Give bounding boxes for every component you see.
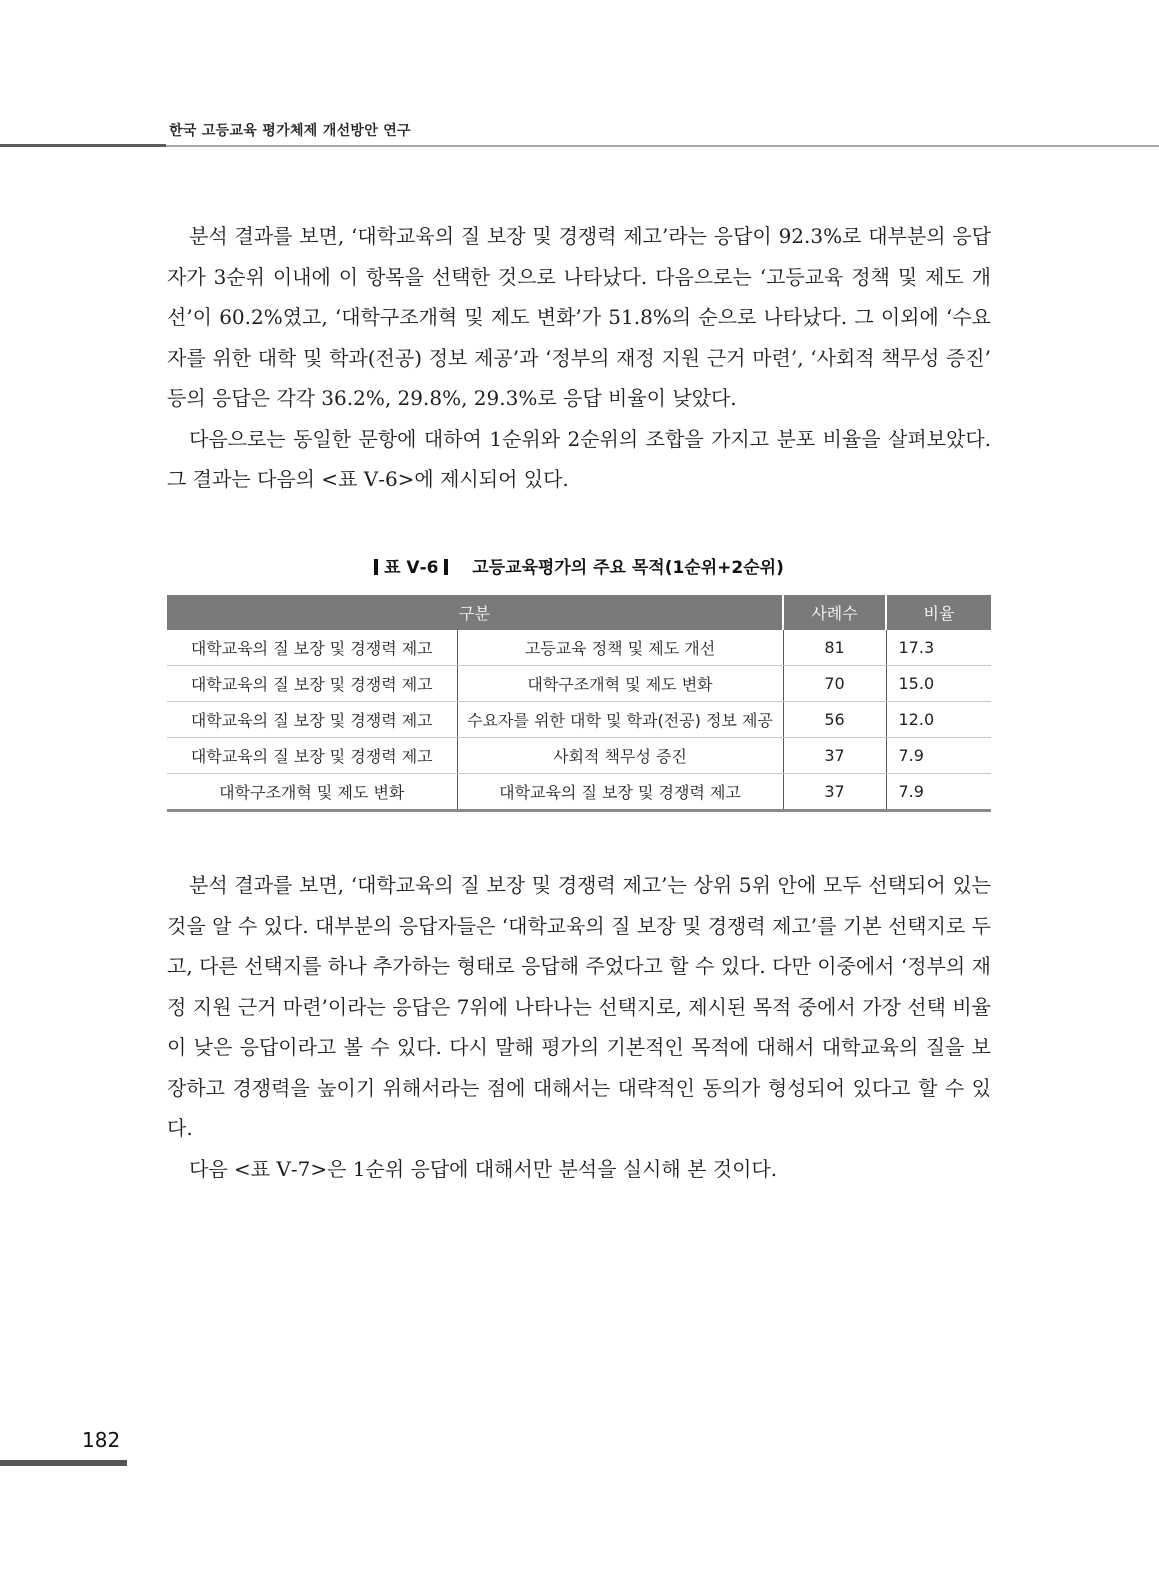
cell-ratio: 17.3 — [886, 630, 991, 666]
page-number: 182 — [82, 1428, 121, 1452]
header-count: 사례수 — [783, 595, 886, 630]
cell-ratio: 12.0 — [886, 702, 991, 738]
table-row — [167, 666, 991, 702]
footer-rule — [0, 1460, 127, 1466]
cell-second-choice: 고등교육 정책 및 제도 개선 — [457, 630, 783, 666]
cell-ratio: 7.9 — [886, 738, 991, 774]
paragraph: 분석 결과를 보면, ‘대학교육의 질 보장 및 경쟁력 제고’라는 응답이 92.3%로 대부분의 응답자가 3순위 이내에 이 항목을 선택한 것으로 나타났다. 다음으로는 ‘고등교육 정책 및 제도 개선’이 60.2%였고, ‘대학구조개혁 및 제도 변화’가 51.8%의 순으로 나타났다. 그 이외에 ‘수요자를 위한 대학 및 학과(전공) 정보 제공’과 ‘정부의 재정 지원 근거 마련’, ‘사회적 책무성 증진’ 등의 응답은 각각 36.2%, 29.8%, 29.3%로 응답 비율이 낮았다. — [167, 224, 991, 410]
cell-count: 81 — [783, 630, 886, 666]
caption-bar-icon — [444, 559, 448, 575]
paragraph: 분석 결과를 보면, ‘대학교육의 질 보장 및 경쟁력 제고’는 상위 5위 안에 모두 선택되어 있는 것을 알 수 있다. 대부분의 응답자들은 ‘대학교육의 질 보장 및 경쟁력 제고’를 기본 선택지로 두고, 다른 선택지를 하나 추가하는 형태로 응답해 주었다고 할 수 있다. 다만 이중에서 ‘정부의 재정 지원 근거 마련’이라는 응답은 7위에 나타나는 선택지로, 제시된 목적 중에서 가장 선택 비율이 낮은 응답이라고 볼 수 있다. 다시 말해 평가의 기본적인 목적에 대해서 대학교육의 질을 보장하고 경쟁력을 높이기 위해서라는 점에 대해서는 대략적인 동의가 형성되어 있다고 할 수 있다. — [167, 873, 991, 1140]
cell-second-choice: 대학구조개혁 및 제도 변화 — [457, 666, 783, 702]
table-row — [167, 738, 991, 774]
table-caption-title: 고등교육평가의 주요 목적(1순위+2순위) — [472, 558, 784, 578]
cell-first-choice: 대학교육의 질 보장 및 경쟁력 제고 — [167, 666, 457, 702]
table-caption — [167, 553, 991, 578]
cell-first-choice: 대학구조개혁 및 제도 변화 — [167, 774, 457, 811]
cell-first-choice: 대학교육의 질 보장 및 경쟁력 제고 — [167, 630, 457, 666]
cell-second-choice: 사회적 책무성 증진 — [457, 738, 783, 774]
header-ratio: 비율 — [886, 595, 991, 630]
header-category: 구분 — [167, 595, 783, 630]
cell-first-choice: 대학교육의 질 보장 및 경쟁력 제고 — [167, 702, 457, 738]
cell-second-choice: 수요자를 위한 대학 및 학과(전공) 정보 제공 — [457, 702, 783, 738]
cell-ratio: 7.9 — [886, 774, 991, 811]
cell-ratio: 15.0 — [886, 666, 991, 702]
running-title: 한국 고등교육 평가체제 개선방안 연구 — [169, 123, 411, 139]
table-row — [167, 702, 991, 738]
paragraph: 다음으로는 동일한 문항에 대하여 1순위와 2순위의 조합을 가지고 분포 비율을 살펴보았다. 그 결과는 다음의 <표 Ⅴ-6>에 제시되어 있다. — [167, 426, 991, 491]
table-row — [167, 774, 991, 811]
body-text-top — [167, 216, 991, 500]
table-header-row — [167, 595, 991, 630]
cell-count: 37 — [783, 774, 886, 811]
cell-count: 56 — [783, 702, 886, 738]
data-table — [167, 595, 991, 812]
paragraph: 다음 <표 Ⅴ-7>은 1순위 응답에 대해서만 분석을 실시해 본 것이다. — [189, 1156, 778, 1181]
cell-second-choice: 대학교육의 질 보장 및 경쟁력 제고 — [457, 774, 783, 811]
cell-first-choice: 대학교육의 질 보장 및 경쟁력 제고 — [167, 738, 457, 774]
header-rule — [166, 145, 1159, 147]
cell-count: 70 — [783, 666, 886, 702]
cell-count: 37 — [783, 738, 886, 774]
table-caption-label: 표 Ⅴ-6 — [384, 558, 439, 578]
body-text-bottom — [167, 865, 991, 1189]
table-row — [167, 630, 991, 666]
header-rule-accent — [0, 144, 166, 147]
caption-bar-icon — [374, 559, 378, 575]
